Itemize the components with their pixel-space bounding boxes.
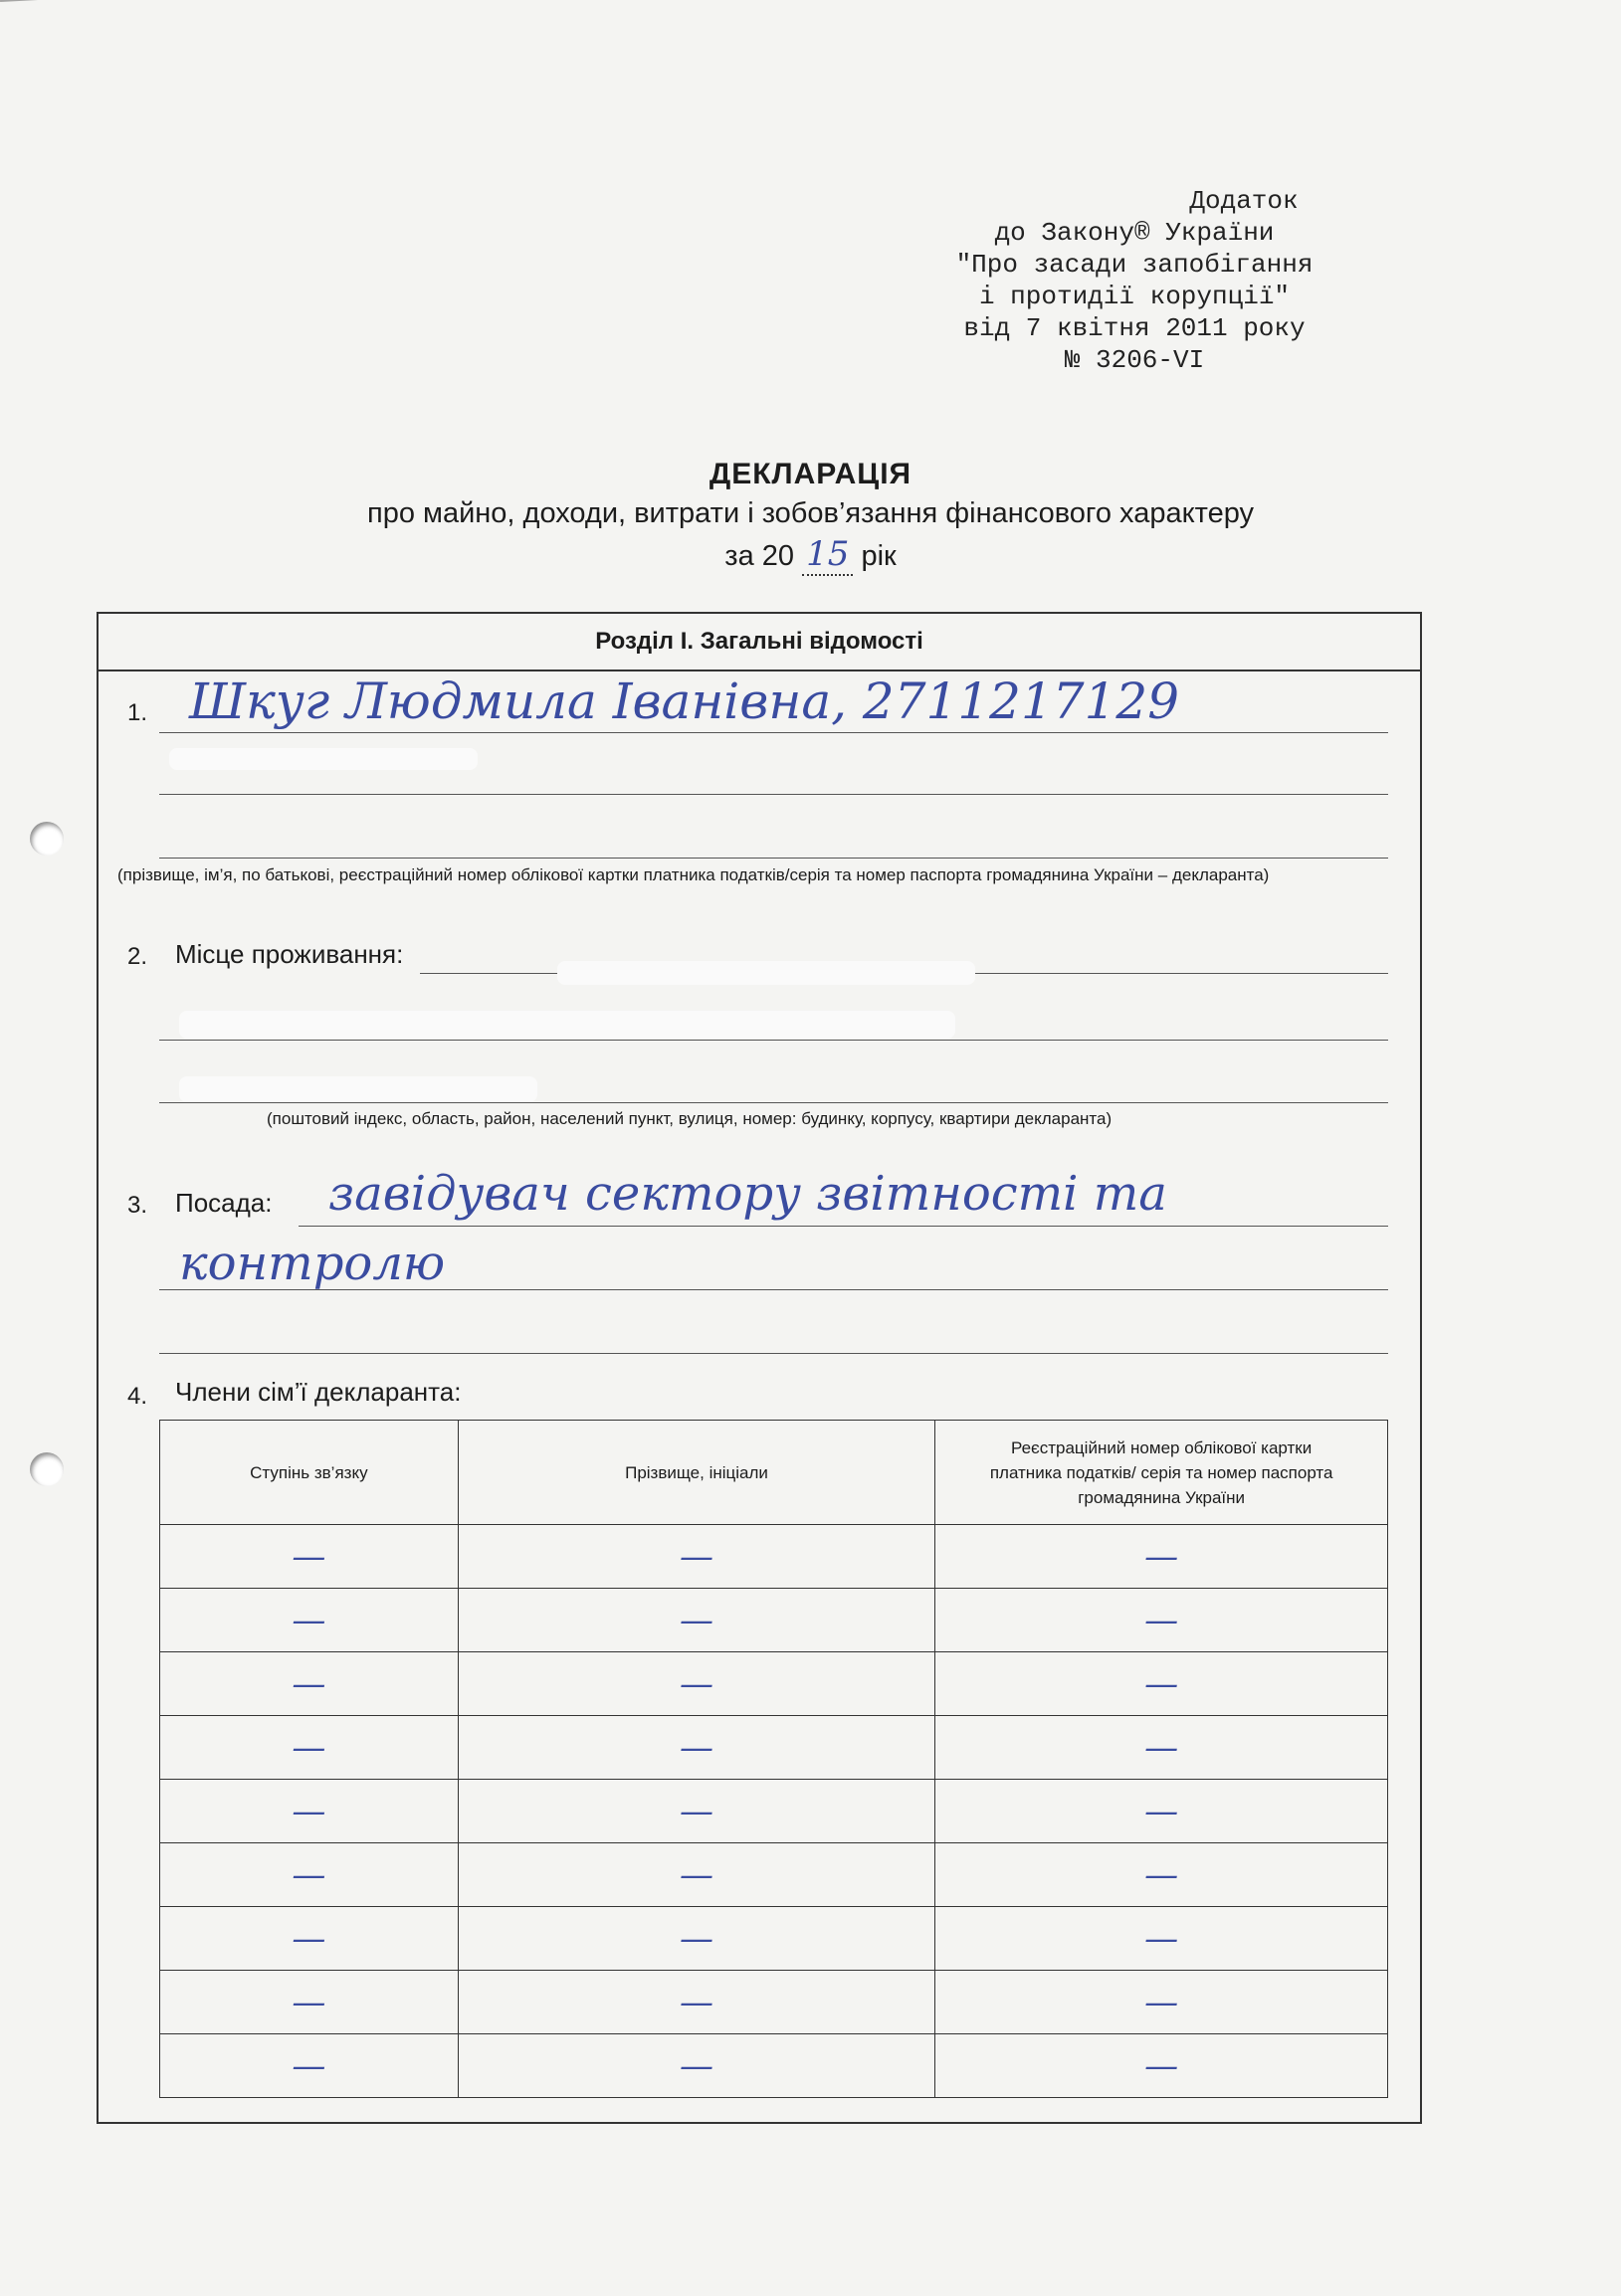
table-row xyxy=(160,1652,1388,1716)
annex-line-2: до Закону® України xyxy=(994,218,1275,248)
table-cell xyxy=(458,1525,935,1589)
table-cell xyxy=(458,2034,935,2098)
item3-line-2 xyxy=(159,1289,1388,1290)
table-cell xyxy=(935,1716,1388,1780)
item1-line-1 xyxy=(159,732,1388,733)
table-cell xyxy=(935,1525,1388,1589)
item2-number: 2. xyxy=(127,943,148,970)
column-header-relation: Ступінь зв’язку xyxy=(160,1421,459,1525)
item3-handwritten-position-line1: завідувач сектору звітності та xyxy=(328,1166,1167,1222)
handwritten-dash: — xyxy=(292,2045,326,2086)
family-members-table xyxy=(159,1420,1388,2098)
item4-label: Члени сім’ї декларанта: xyxy=(175,1377,462,1407)
table-cell xyxy=(935,1843,1388,1907)
year-handwritten: 15 xyxy=(802,534,853,576)
law-annex-reference xyxy=(876,185,1393,376)
table-cell xyxy=(935,1907,1388,1971)
table-cell xyxy=(935,2034,1388,2098)
item2-label: Місце проживання: xyxy=(175,939,404,969)
table-cell xyxy=(935,1589,1388,1652)
handwritten-dash: — xyxy=(1144,1854,1179,1895)
redaction-mark xyxy=(179,1011,955,1039)
annex-line-4: і протидії корупції" xyxy=(978,282,1291,311)
table-cell xyxy=(160,1780,459,1843)
redaction-mark xyxy=(557,961,975,985)
handwritten-dash: — xyxy=(679,1918,713,1959)
handwritten-dash: — xyxy=(292,1536,326,1577)
table-row xyxy=(160,1780,1388,1843)
item2-caption: (поштовий індекс, область, район, населений пункт, вулиця, номер: будинку, корпусу, квартири декларанта) xyxy=(267,1109,1113,1128)
handwritten-dash: — xyxy=(292,1854,326,1895)
annex-line-3: "Про засади запобігання xyxy=(955,250,1314,280)
handwritten-dash: — xyxy=(292,1727,326,1768)
table-cell xyxy=(160,1907,459,1971)
table-cell xyxy=(935,1780,1388,1843)
handwritten-dash: — xyxy=(1144,1536,1179,1577)
table-cell xyxy=(458,1843,935,1907)
handwritten-dash: — xyxy=(1144,1663,1179,1704)
handwritten-dash: — xyxy=(1144,1791,1179,1831)
table-cell xyxy=(458,1971,935,2034)
table-cell xyxy=(458,1716,935,1780)
handwritten-dash: — xyxy=(679,2045,713,2086)
table-cell xyxy=(458,1780,935,1843)
handwritten-dash: — xyxy=(679,1982,713,2022)
redaction-mark xyxy=(169,748,478,770)
item1-handwritten-name: Шкуг Людмила Іванівна, 2711217129 xyxy=(189,672,1180,730)
table-cell xyxy=(160,1971,459,2034)
item1-caption: (прізвище, ім’я, по батькові, реєстраційний номер облікової картки платника податків/серія та номер паспорта громадянина України – декларанта) xyxy=(117,865,1270,884)
item3-line-1 xyxy=(299,1226,1388,1227)
family-table-body xyxy=(160,1525,1388,2098)
punch-hole-top xyxy=(30,822,64,856)
item3-line-3 xyxy=(159,1353,1388,1354)
declaration-title: ДЕКЛАРАЦІЯ xyxy=(709,458,912,490)
handwritten-dash: — xyxy=(1144,2045,1179,2086)
handwritten-dash: — xyxy=(1144,1727,1179,1768)
item2-line-3 xyxy=(159,1102,1388,1103)
item3-handwritten-position-line2: контролю xyxy=(179,1236,446,1291)
column-header-name: Прізвище, ініціали xyxy=(458,1421,935,1525)
handwritten-dash: — xyxy=(292,1600,326,1640)
item1-line-2 xyxy=(159,794,1388,795)
declaration-subtitle: про майно, доходи, витрати і зобов’язання фінансового характеру xyxy=(366,497,1255,529)
item4-number: 4. xyxy=(127,1383,148,1410)
table-cell xyxy=(458,1652,935,1716)
annex-line-1: Додаток xyxy=(1189,186,1299,216)
item3-label: Посада: xyxy=(175,1188,273,1218)
handwritten-dash: — xyxy=(1144,1982,1179,2022)
table-row xyxy=(160,2034,1388,2098)
handwritten-dash: — xyxy=(679,1536,713,1577)
handwritten-dash: — xyxy=(292,1791,326,1831)
handwritten-dash: — xyxy=(292,1663,326,1704)
table-cell xyxy=(458,1907,935,1971)
table-cell xyxy=(160,1652,459,1716)
handwritten-dash: — xyxy=(679,1854,713,1895)
handwritten-dash: — xyxy=(292,1918,326,1959)
year-suffix: рік xyxy=(861,540,897,572)
table-cell xyxy=(935,1652,1388,1716)
handwritten-dash: — xyxy=(679,1663,713,1704)
item3-number: 3. xyxy=(127,1192,148,1219)
handwritten-dash: — xyxy=(679,1600,713,1640)
handwritten-dash: — xyxy=(1144,1600,1179,1640)
punch-hole-bottom xyxy=(30,1452,64,1486)
table-cell xyxy=(160,2034,459,2098)
annex-line-6: № 3206-VI xyxy=(1064,345,1205,375)
column-header-id: Реєстраційний номер облікової картки платника податків/ серія та номер паспорта громадянина України xyxy=(935,1421,1388,1525)
table-cell xyxy=(160,1525,459,1589)
section-title: Розділ І. Загальні відомості xyxy=(99,614,1420,671)
handwritten-dash: — xyxy=(679,1791,713,1831)
handwritten-dash: — xyxy=(292,1982,326,2022)
item1-line-3 xyxy=(159,858,1388,859)
year-prefix: за 20 xyxy=(724,540,795,572)
item2-line-2 xyxy=(159,1040,1388,1041)
table-row xyxy=(160,1525,1388,1589)
handwritten-dash: — xyxy=(1144,1918,1179,1959)
table-row xyxy=(160,1716,1388,1780)
table-cell xyxy=(160,1716,459,1780)
table-header-row xyxy=(160,1421,1388,1525)
table-row xyxy=(160,1971,1388,2034)
handwritten-dash: — xyxy=(679,1727,713,1768)
table-row xyxy=(160,1589,1388,1652)
table-row xyxy=(160,1843,1388,1907)
table-row xyxy=(160,1907,1388,1971)
scan-edge-mark xyxy=(0,0,63,62)
redaction-mark xyxy=(179,1076,537,1102)
table-cell xyxy=(160,1843,459,1907)
table-cell xyxy=(458,1589,935,1652)
annex-line-5: від 7 квітня 2011 року xyxy=(963,313,1306,343)
table-cell xyxy=(935,1971,1388,2034)
item1-number: 1. xyxy=(127,699,148,726)
declaration-year-line xyxy=(0,534,1621,576)
table-cell xyxy=(160,1589,459,1652)
declaration-header xyxy=(0,458,1621,576)
